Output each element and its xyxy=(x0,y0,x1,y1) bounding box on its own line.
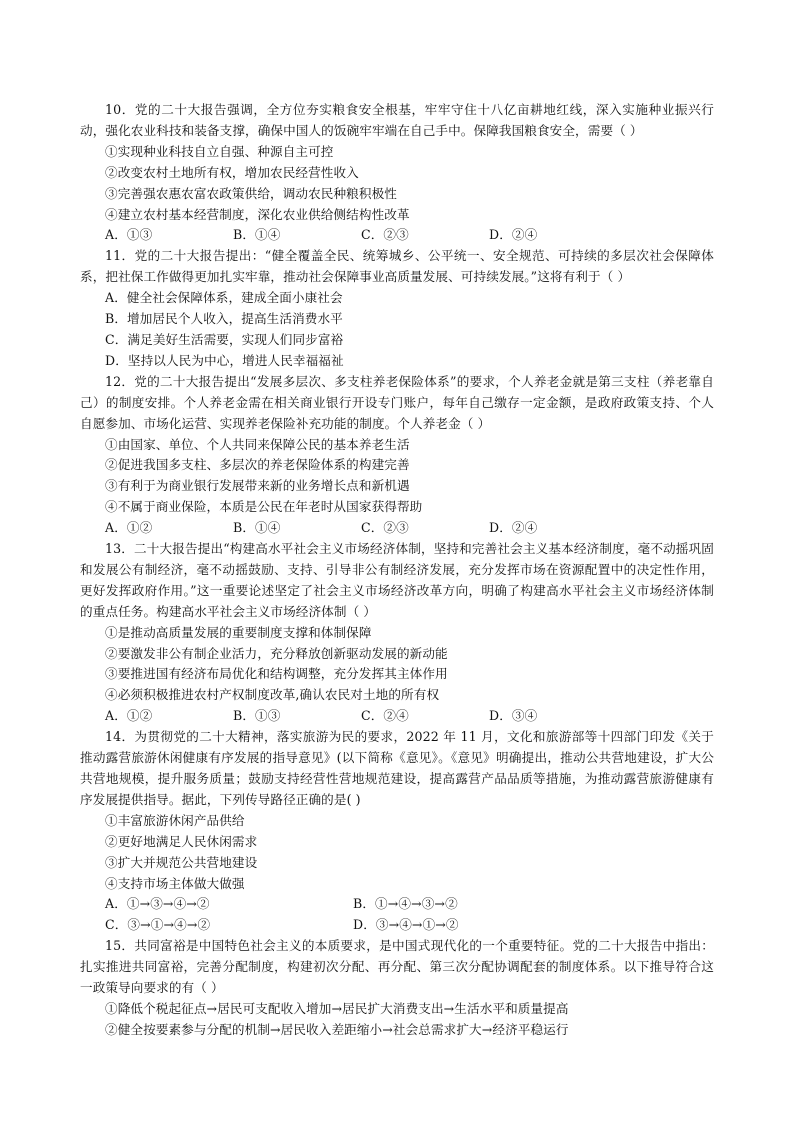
statement-option: ②更好地满足人民休闲需求 xyxy=(105,833,258,849)
question-14 xyxy=(80,727,714,936)
answer-choice-b: B．增加居民个人收入，提高生活消费水平 xyxy=(105,311,343,327)
statement-option: ①实现种业科技自立自强、种源自主可控 xyxy=(105,143,334,159)
statement-option: ③有利于为商业银行发展带来新的业务增长点和新机遇 xyxy=(105,478,410,494)
question-12 xyxy=(80,372,714,539)
answer-choice-d: D．②④ xyxy=(489,227,538,243)
question-list xyxy=(80,100,714,1041)
statement-option: ④建立农村基本经营制度，深化农业供给侧结构性改革 xyxy=(105,206,410,222)
answer-choice-a: A．①② xyxy=(105,708,153,724)
answer-choices xyxy=(80,706,714,727)
answer-choice-b: B．①→④→③→② xyxy=(353,896,458,912)
answer-choice-d: D．②④ xyxy=(489,520,538,536)
statement-option: ②要激发非公有制企业活力，充分释放创新驱动发展的新动能 xyxy=(105,645,448,661)
statement-option: ③扩大并规范公共营地建设 xyxy=(105,854,258,870)
answer-choice-c: C．满足美好生活需要，实现人们同步富裕 xyxy=(105,331,344,347)
answer-choice-a: A．健全社会保障体系，建成全面小康社会 xyxy=(105,290,343,306)
question-stem: 14．为贯彻党的二十大精神，落实旅游为民的要求，2022 年 11 月，文化和旅游部等十四部门印发《关于推动露营旅游休闲健康有序发展的指导意见》(以下简称《意见》。《意见》明确提出，推动公共营地建设，扩大公共营地规模，提升服务质量；鼓励支持经营性营地规范建设，提高露营产品品质等措施，为推动露营旅游健康有序发展提供指导。据此，下列传导路径正确的是( ) xyxy=(80,729,714,807)
answer-choice-d: D．③→④→①→② xyxy=(353,917,459,933)
answer-choice-c: C．②③ xyxy=(361,520,409,536)
answer-choice-d: D．坚持以人民为中心，增进人民幸福福祉 xyxy=(105,352,344,368)
answer-choice-a: A．①② xyxy=(105,520,153,536)
statement-option: ②改变农村土地所有权，增加农民经营性收入 xyxy=(105,164,359,180)
answer-choice-c: C．②③ xyxy=(361,227,409,243)
question-13 xyxy=(80,539,714,727)
answer-choices xyxy=(80,518,714,539)
statement-option: ④不属于商业保险，本质是公民在年老时从国家获得帮助 xyxy=(105,499,423,515)
question-stem: 12．党的二十大报告提出“发展多层次、多支柱养老保险体系”的要求，个人养老金就是第三支柱（养老靠自己）的制度安排。个人养老金需在相关商业银行开设专门账户，每年自己缴存一定金额，是政府政策支持、个人自愿参加、市场化运营、实现养老保险补充功能的制度。个人养老金（ ） xyxy=(80,373,714,431)
statement-option: ②健全按要素参与分配的机制→居民收入差距缩小→社会总需求扩大→经济平稳运行 xyxy=(105,1021,569,1037)
question-11 xyxy=(80,246,714,371)
statement-option: ①由国家、单位、个人共同来保障公民的基本养老生活 xyxy=(105,436,410,452)
answer-choice-b: B．①③ xyxy=(233,708,281,724)
answer-choice-a: A．①③ xyxy=(105,227,153,243)
question-stem: 10．党的二十大报告强调，全方位夯实粮食安全根基，牢牢守住十八亿亩耕地红线，深入实施种业振兴行动，强化农业科技和装备支撑，确保中国人的饭碗牢牢端在自己手中。保障我国粮食安全，需要（ ） xyxy=(80,102,714,138)
answer-choice-a: A．①→③→④→② xyxy=(105,896,210,912)
question-15 xyxy=(80,936,714,1041)
statement-option: ④支持市场主体做大做强 xyxy=(105,875,245,891)
statement-option: ①降低个税起征点→居民可支配收入增加→居民扩大消费支出→生活水平和质量提高 xyxy=(105,1000,569,1016)
statement-option: ②促进我国多支柱、多层次的养老保险体系的构建完善 xyxy=(105,457,410,473)
answer-choice-b: B．①④ xyxy=(233,227,281,243)
answer-choices xyxy=(80,225,714,246)
answer-choice-d: D．③④ xyxy=(489,708,538,724)
question-stem: 15．共同富裕是中国特色社会主义的本质要求，是中国式现代化的一个重要特征。党的二十大报告中指出：扎实推进共同富裕，完善分配制度，构建初次分配、再分配、第三次分配协调配套的制度体系。以下推导符合这一政策导向要求的有（ ） xyxy=(80,938,714,996)
statement-option: ③完善强农惠农富农政策供给，调动农民种粮积极性 xyxy=(105,185,397,201)
question-stem: 11．党的二十大报告提出：“健全覆盖全民、统筹城乡、公平统一、安全规范、可持续的多层次社会保障体系，把社保工作做得更加扎实牢靠，推动社会保障事业高质量发展、可持续发展。”这将有利于（ ） xyxy=(80,248,714,285)
question-10 xyxy=(80,100,714,246)
statement-option: ③要推进国有经济布局优化和结构调整，充分发挥其主体作用 xyxy=(105,666,448,682)
question-stem: 13．二十大报告提出“构建高水平社会主义市场经济体制，坚持和完善社会主义基本经济制度，毫不动摇巩固和发展公有制经济，毫不动摇鼓励、支持、引导非公有制经济发展，充分发挥市场在资源配置中的决定性作用，更好发挥政府作用。”这一重要论述坚定了社会主义市场经济改革方向，明确了构建高水平社会主义市场经济体制的重点任务。构建高水平社会主义市场经济体制（ ） xyxy=(80,541,714,619)
statement-option: ①是推动高质量发展的重要制度支撑和体制保障 xyxy=(105,624,372,640)
answer-choice-b: B．①④ xyxy=(233,520,281,536)
answer-choice-c: C．③→①→④→② xyxy=(105,917,211,933)
statement-option: ④必须积极推进农村产权制度改革,确认农民对土地的所有权 xyxy=(105,687,440,703)
statement-option: ①丰富旅游休闲产品供给 xyxy=(105,812,245,828)
answer-choice-c: C．②④ xyxy=(361,708,409,724)
answer-choices xyxy=(80,894,714,936)
